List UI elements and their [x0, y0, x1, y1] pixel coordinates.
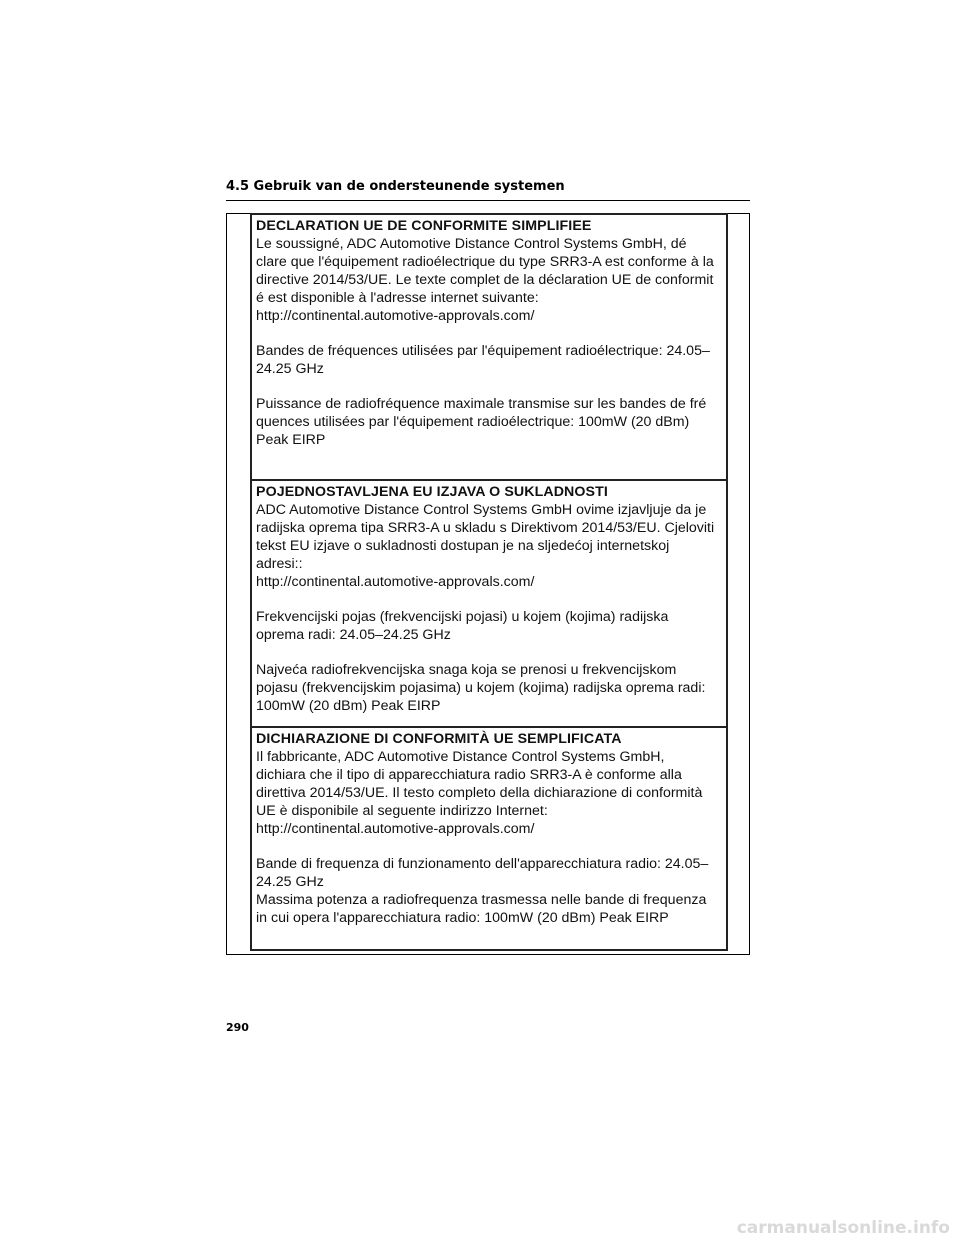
declaration-paragraph: Bande di frequenza di funzionamento dell'apparecchiatura radio: 24.05– 24.25 GHz Massima potenza a radiofrequenza trasmessa nelle bande di frequenza in cui opera l'apparecchiatura radio: 100mW (20 dBm) Peak EIRP — [256, 856, 709, 926]
declaration-block-italian — [250, 726, 728, 951]
watermark: carmanualsonline.info — [736, 1218, 950, 1238]
declaration-paragraph: Frekvencijski pojas (frekvencijski pojasi) u kojem (kojima) radijska oprema radi: 24.05–24.25 GHz — [256, 609, 669, 643]
declaration-paragraph: Puissance de radiofréquence maximale transmise sur les bandes de fré quences utilisées par l'équipement radioélectrique: 100mW (20 dBm) Peak EIRP — [256, 396, 707, 448]
page-number: 290 — [226, 1021, 249, 1034]
declaration-paragraph: Bandes de fréquences utilisées par l'équipement radioélectrique: 24.05– 24.25 GHz — [256, 343, 710, 377]
declaration-paragraph: Il fabbricante, ADC Automotive Distance Control Systems GmbH, dichiara che il tipo di apparecchiatura radio SRR3-A è conforme alla direttiva 2014/53/UE. Il testo completo della dichiarazione di conformità UE è disponibile al seguente indirizzo Internet: http://continental.automotive-approvals.com/ — [256, 749, 703, 837]
declaration-title: POJEDNOSTAVLJENA EU IZJAVA O SUKLADNOSTI — [256, 484, 608, 500]
declaration-block-french — [250, 213, 728, 481]
declaration-title: DICHIARAZIONE DI CONFORMITÀ UE SEMPLIFICATA — [256, 731, 622, 747]
section-header: 4.5 Gebruik van de ondersteunende systemen — [226, 180, 750, 201]
declaration-title: DECLARATION UE DE CONFORMITE SIMPLIFIEE — [256, 218, 592, 234]
declaration-paragraph: Le soussigné, ADC Automotive Distance Control Systems GmbH, dé clare que l'équipement radioélectrique du type SRR3-A est conforme à la directive 2014/53/UE. Le texte complet de la déclaration UE de conformit é est disponible à l'adresse internet suivante: http://continental.automotive-approvals.com/ — [256, 236, 714, 324]
declaration-paragraph: Najveća radiofrekvencijska snaga koja se prenosi u frekvencijskom pojasu (frekvencijskim pojasima) u kojem (kojima) radijska oprema radi: 100mW (20 dBm) Peak EIRP — [256, 662, 706, 714]
declaration-paragraph: ADC Automotive Distance Control Systems GmbH ovime izjavljuje da je radijska oprema tipa SRR3-A u skladu s Direktivom 2014/53/EU. Cjeloviti tekst EU izjave o sukladnosti dostupan je na sljedećoj internetskoj adresi:: http://continental.automotive-approvals.com/ — [256, 502, 715, 590]
declaration-block-croatian — [250, 479, 728, 728]
